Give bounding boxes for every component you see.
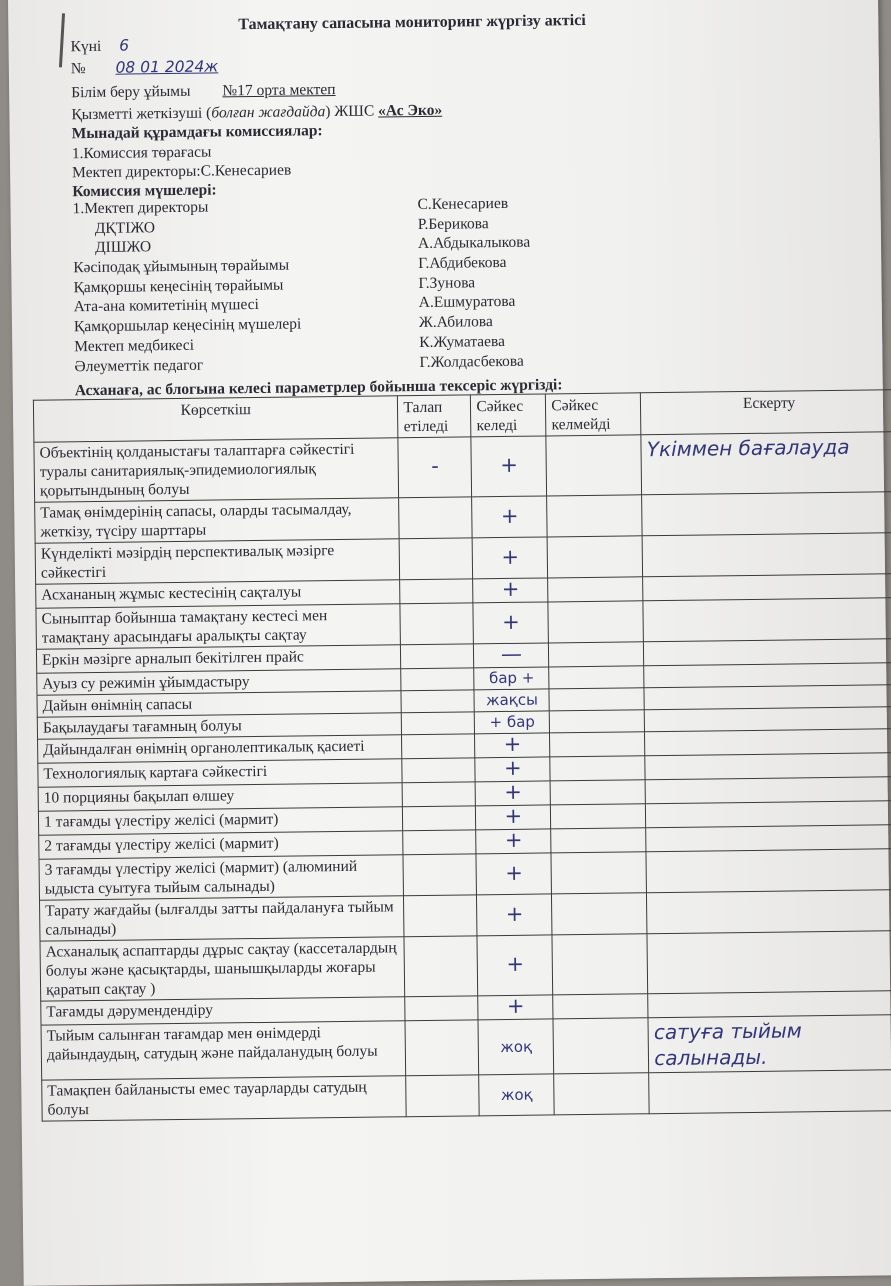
- note-cell: [641, 432, 891, 495]
- date-line: [70, 37, 129, 57]
- match-cell-text: —: [500, 641, 523, 667]
- supplier-value: «Ас Эко»: [377, 101, 443, 120]
- mismatch-cell: [550, 710, 645, 733]
- note-cell: [649, 1070, 891, 1114]
- match-cell: [475, 757, 550, 782]
- note-cell: [646, 825, 891, 852]
- member-role: ДІШЖО: [94, 238, 152, 257]
- header-match: Сәйкес келеді: [471, 394, 546, 437]
- mismatch-cell: [553, 994, 648, 1019]
- supplier-label-end: ) ЖШС: [325, 102, 375, 121]
- note-cell: [645, 777, 891, 804]
- number-line: [71, 57, 219, 78]
- member-name: А.Абдыкалыкова: [417, 234, 531, 253]
- match-cell: [477, 935, 553, 996]
- match-cell: [474, 689, 549, 712]
- mismatch-cell: [551, 852, 646, 894]
- match-cell: [475, 733, 550, 758]
- match-cell: [473, 602, 548, 644]
- match-cell: [475, 711, 550, 734]
- match-cell: [471, 436, 547, 497]
- match-cell-text: жақсы: [485, 690, 538, 710]
- indicator-cell-text: Еркін мәзірге арналып бекітілген прайс: [41, 648, 304, 669]
- note-cell: [644, 639, 891, 666]
- mismatch-cell: [554, 1073, 649, 1115]
- member-name: С.Кенесариев: [417, 194, 509, 214]
- note-cell: [643, 598, 891, 642]
- number-value: 08 01 2024ж: [115, 57, 219, 77]
- match-cell-text: +: [503, 731, 522, 756]
- member-role: ДҚТІЖО: [94, 218, 156, 237]
- indicator-cell-text: Асхананың жұмыс кестесінің сақталуы: [41, 583, 302, 604]
- table-row: [40, 931, 891, 1002]
- match-cell-text: +: [504, 779, 523, 804]
- members-list: [72, 194, 531, 377]
- margin-pencil-mark: [59, 13, 65, 67]
- match-cell-text: + бар: [489, 712, 535, 732]
- member-role: Қамқоршылар кеңесінің мүшелері: [73, 315, 302, 336]
- indicator-cell-text: Сыныптар бойынша тамақтану кестесі мен тамақтану арасындағы аралықты сақтау: [41, 607, 328, 647]
- required-cell: [400, 603, 473, 645]
- required-cell: [402, 712, 475, 735]
- indicator-cell-text: Технологиялық картаға сәйкестігі: [43, 762, 268, 783]
- required-cell: [405, 1020, 479, 1076]
- note-cell: [643, 574, 891, 601]
- note-cell: [648, 991, 891, 1018]
- act-sheet: [8, 0, 891, 1286]
- note-cell: [642, 533, 891, 577]
- table-row: [34, 432, 891, 503]
- indicator-cell-text: Тамақ өнімдерінің сапасы, оларды тасымалдау, жеткізу, түсіру шарттары: [40, 500, 352, 541]
- match-cell: [476, 829, 551, 854]
- match-cell-text: бар +: [488, 668, 535, 688]
- member-name: Г.Жолдасбекова: [419, 352, 524, 371]
- member-role: Әлеуметтік педагог: [74, 356, 204, 375]
- match-cell-text: жоқ: [500, 1037, 533, 1056]
- match-cell: [479, 1074, 554, 1116]
- indicator-cell-text: Асханалық аспаптарды дұрыс сақтау (кассеталардың болуы және қасықтарды, шанышқыларды жоғары қаратып сақтау ): [45, 939, 397, 999]
- indicator-cell: [35, 539, 400, 584]
- note-cell: [642, 492, 891, 536]
- indicator-cell-text: 10 порцияны бақылап өлшеу: [43, 787, 235, 807]
- match-cell-text: +: [501, 576, 520, 602]
- note-cell: [644, 685, 891, 710]
- indicator-cell: [42, 1076, 407, 1121]
- mismatch-cell: [547, 536, 642, 578]
- commission-heading: Мынадай құрамдағы комиссиялар:: [71, 122, 323, 143]
- required-cell: [403, 830, 476, 855]
- mismatch-cell: [547, 495, 642, 537]
- member-name: Г.Зунова: [418, 274, 476, 292]
- organization-value: №17 орта мектеп: [222, 81, 336, 100]
- date-label: Күні: [70, 37, 102, 56]
- indicator-cell: [35, 498, 400, 543]
- supplier-label-start: Қызметті жеткізуші (: [71, 104, 212, 124]
- required-cell: [401, 690, 474, 713]
- note-cell: [646, 849, 891, 893]
- indicator-cell-text: Дайын өнімнің сапасы: [42, 695, 193, 715]
- mismatch-cell: [548, 577, 643, 602]
- required-cell-text: -: [431, 453, 440, 478]
- required-cell: [403, 806, 476, 831]
- members-heading: Комиссия мүшелері:: [72, 181, 217, 201]
- required-cell: [400, 538, 473, 580]
- match-cell-text: +: [503, 755, 522, 780]
- chair-label: 1.Комиссия төрағасы: [71, 143, 212, 163]
- match-cell: [473, 578, 548, 603]
- monitoring-table: [33, 389, 891, 1122]
- note-cell-text: Үкіммен бағалауда: [646, 434, 850, 462]
- match-cell-text: жоқ: [500, 1085, 533, 1104]
- header-mismatch: Сәйкес келмейді: [546, 393, 641, 436]
- mismatch-cell: [553, 1018, 649, 1074]
- indicator-cell-text: 1 тағамды үлестіру желісі (мармит): [43, 810, 279, 831]
- match-cell: [474, 667, 549, 690]
- required-cell: [406, 1075, 479, 1117]
- note-cell: [645, 729, 891, 756]
- match-cell-text: +: [500, 503, 519, 528]
- match-cell: [474, 643, 549, 668]
- mismatch-cell: [552, 893, 647, 935]
- match-cell: [476, 853, 551, 895]
- mismatch-cell: [550, 756, 645, 781]
- required-cell: [402, 734, 475, 759]
- table-body: [34, 432, 891, 1122]
- organization-line: [71, 80, 336, 102]
- note-cell: [647, 890, 891, 934]
- required-cell: [404, 895, 477, 937]
- match-cell-text: +: [504, 827, 523, 852]
- note-cell: [646, 801, 891, 828]
- header-indicator: Көрсеткіш: [33, 396, 398, 442]
- note-cell: [645, 753, 891, 780]
- member-role: Кәсіподақ ұйымының төрайымы: [73, 256, 290, 277]
- indicator-cell-text: Тағамды дәрумендендіру: [46, 1001, 214, 1021]
- indicator-cell-text: Дайындалған өнімнің органолептикалық қасиеті: [43, 737, 365, 759]
- document-title: Тамақтану сапасына мониторинг жүргізу актісі: [238, 11, 586, 34]
- match-cell-text: +: [502, 609, 520, 634]
- match-cell-text: +: [505, 860, 524, 885]
- supplier-label-italic: болған жағдайда: [211, 103, 326, 122]
- date-value: 6: [119, 36, 130, 55]
- note-cell-text: сатуға тыйым салынады.: [653, 1018, 802, 1071]
- required-cell: [401, 644, 474, 669]
- chair-value: Мектеп директоры:С.Кенесариев: [72, 161, 292, 182]
- indicator-cell-text: Бақылаудағы тағамның болуы: [42, 717, 242, 737]
- member-name: Р.Берикова: [417, 214, 489, 233]
- member-row: [74, 351, 531, 376]
- match-cell: [476, 805, 551, 830]
- mismatch-cell: [551, 804, 646, 829]
- match-cell-text: +: [504, 803, 523, 828]
- member-role: Ата-ана комитетінің мүшесі: [73, 296, 259, 316]
- required-cell: [400, 579, 473, 604]
- match-cell: [478, 1019, 554, 1075]
- required-cell: [403, 782, 476, 807]
- match-cell: [475, 781, 550, 806]
- required-cell: [405, 996, 478, 1021]
- match-cell: [472, 537, 547, 579]
- indicator-cell: [39, 896, 404, 941]
- header-required: Талап етіледі: [398, 395, 471, 438]
- member-role: Мектеп медбикесі: [74, 336, 195, 356]
- match-cell: [477, 894, 552, 936]
- indicator-cell: [36, 604, 401, 649]
- indicator-cell: [41, 1021, 406, 1080]
- note-cell: [645, 707, 891, 732]
- required-cell: [401, 668, 474, 691]
- organization-label: Білім беру ұйымы: [71, 82, 191, 102]
- note-cell: [647, 931, 891, 994]
- supplier-line: [71, 101, 442, 125]
- indicator-cell-text: Тарату жағдайы (ылғалды затты пайдалануға тыйым салынады): [45, 898, 394, 939]
- member-name: А.Ешмуратова: [418, 293, 516, 312]
- mismatch-cell: [548, 601, 643, 643]
- indicator-cell-text: Тыйым салынған тағамдар мен өнімдерді дайындаудың, сатудың және пайдаланудың болуы: [46, 1024, 378, 1064]
- indicator-cell-text: Тамақпен байланысты емес тауарларды сатудың болуы: [47, 1078, 367, 1119]
- match-cell-text: +: [506, 993, 525, 1018]
- mismatch-cell: [549, 666, 644, 689]
- member-role: 1.Мектеп директоры: [72, 198, 209, 218]
- member-name: К.Жуматаева: [419, 332, 506, 351]
- indicator-cell: [34, 438, 399, 502]
- member-role: Қамқоршы кеңесінің төрайымы: [73, 276, 284, 296]
- indicator-cell-text: Ауыз су режимін ұйымдастыру: [42, 673, 250, 693]
- match-cell-text: +: [505, 901, 524, 926]
- mismatch-cell: [550, 732, 645, 757]
- required-cell: [402, 758, 475, 783]
- match-cell: [472, 496, 547, 538]
- required-cell: [399, 497, 472, 539]
- table-row: [41, 1015, 891, 1081]
- mismatch-cell: [552, 934, 648, 995]
- required-cell: [404, 936, 478, 997]
- match-cell-text: +: [500, 452, 519, 478]
- header-note: Ескерту: [641, 390, 891, 435]
- mismatch-cell: [551, 828, 646, 853]
- member-name: Ж.Абилова: [418, 313, 493, 332]
- indicator-cell: [40, 937, 405, 1001]
- mismatch-cell: [549, 642, 644, 667]
- match-cell-text: +: [501, 544, 520, 569]
- indicator-cell-text: 3 тағамды үлестіру желісі (мармит) (алюминий ыдыста суытуға тыйым салынады): [44, 857, 358, 898]
- indicator-cell-text: 2 тағамды үлестіру желісі (мармит): [44, 834, 279, 855]
- mismatch-cell: [549, 688, 644, 711]
- note-cell: [644, 663, 891, 688]
- match-cell-text: +: [506, 951, 525, 976]
- number-label: №: [70, 60, 86, 78]
- mismatch-cell: [550, 780, 645, 805]
- inspection-heading: Асханаға, ас блогына келесі параметрлер бойынша тексеріс жүргізді:: [74, 376, 563, 400]
- match-cell: [478, 995, 553, 1020]
- indicator-cell-text: Объектінің қолданыстағы талаптарға сәйкестігі туралы санитариялық-эпидемиологиялық қорытындының болуы: [39, 440, 355, 500]
- mismatch-cell: [546, 435, 642, 496]
- required-cell: [403, 854, 476, 896]
- member-name: Г.Абдибекова: [418, 253, 507, 273]
- note-cell: [648, 1015, 891, 1073]
- indicator-cell-text: Күнделікті мәзірдің перспективалық мәзірге сәйкестігі: [40, 542, 335, 582]
- indicator-cell: [39, 855, 404, 900]
- required-cell: [398, 437, 472, 498]
